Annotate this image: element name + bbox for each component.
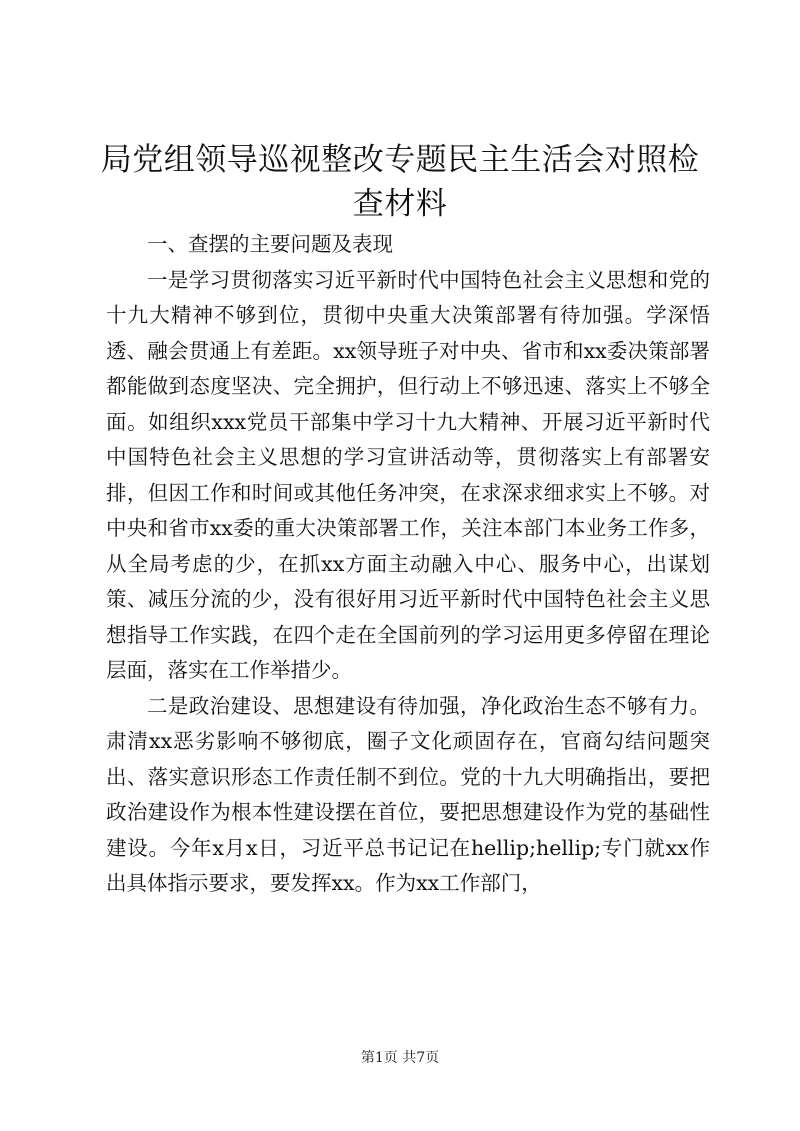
paragraph-2: 二是政治建设、思想建设有待加强，净化政治生态不够有力。肃清xx恶劣影响不够彻底，圈子文化顽固存在，官商勾结问题突出、落实意识形态工作责任制不到位。党的十九大明确指出，要把政治建设作为根本性建设摆在首位，要把思想建设作为党的基础性建设。今年x月x日，习近平总书记记在hellip;hellip;专门就xx作出具体指示要求，要发挥xx。作为xx工作部门， <box>106 693 710 895</box>
section-heading: 一、查摆的主要问题及表现 <box>147 232 393 256</box>
document-body <box>106 227 710 902</box>
paragraph-1: 一是学习贯彻落实习近平新时代中国特色社会主义思想和党的十九大精神不够到位，贯彻中央重大决策部署有待加强。学深悟透、融会贯通上有差距。xx领导班子对中央、省市和xx委决策部署都能做到态度坚决、完全拥护，但行动上不够迅速、落实上不够全面。如组织xxx党员干部集中学习十九大精神、开展习近平新时代中国特色社会主义思想的学习宣讲活动等，贯彻落实上有部署安排，但因工作和时间或其他任务冲突，在求深求细求实上不够。对中央和省市xx委的重大决策部署工作，关注本部门本业务工作多，从全局考虑的少，在抓xx方面主动融入中心、服务中心，出谋划策、减压分流的少，没有很好用习近平新时代中国特色社会主义思想指导工作实践，在四个走在全国前列的学习运用更多停留在理论层面，落实在工作举措少。 <box>106 267 710 682</box>
document-title: 局党组领导巡视整改专题民主生活会对照检查材料 <box>100 142 700 222</box>
page-number-footer: 第1页 共7页 <box>360 1050 440 1066</box>
